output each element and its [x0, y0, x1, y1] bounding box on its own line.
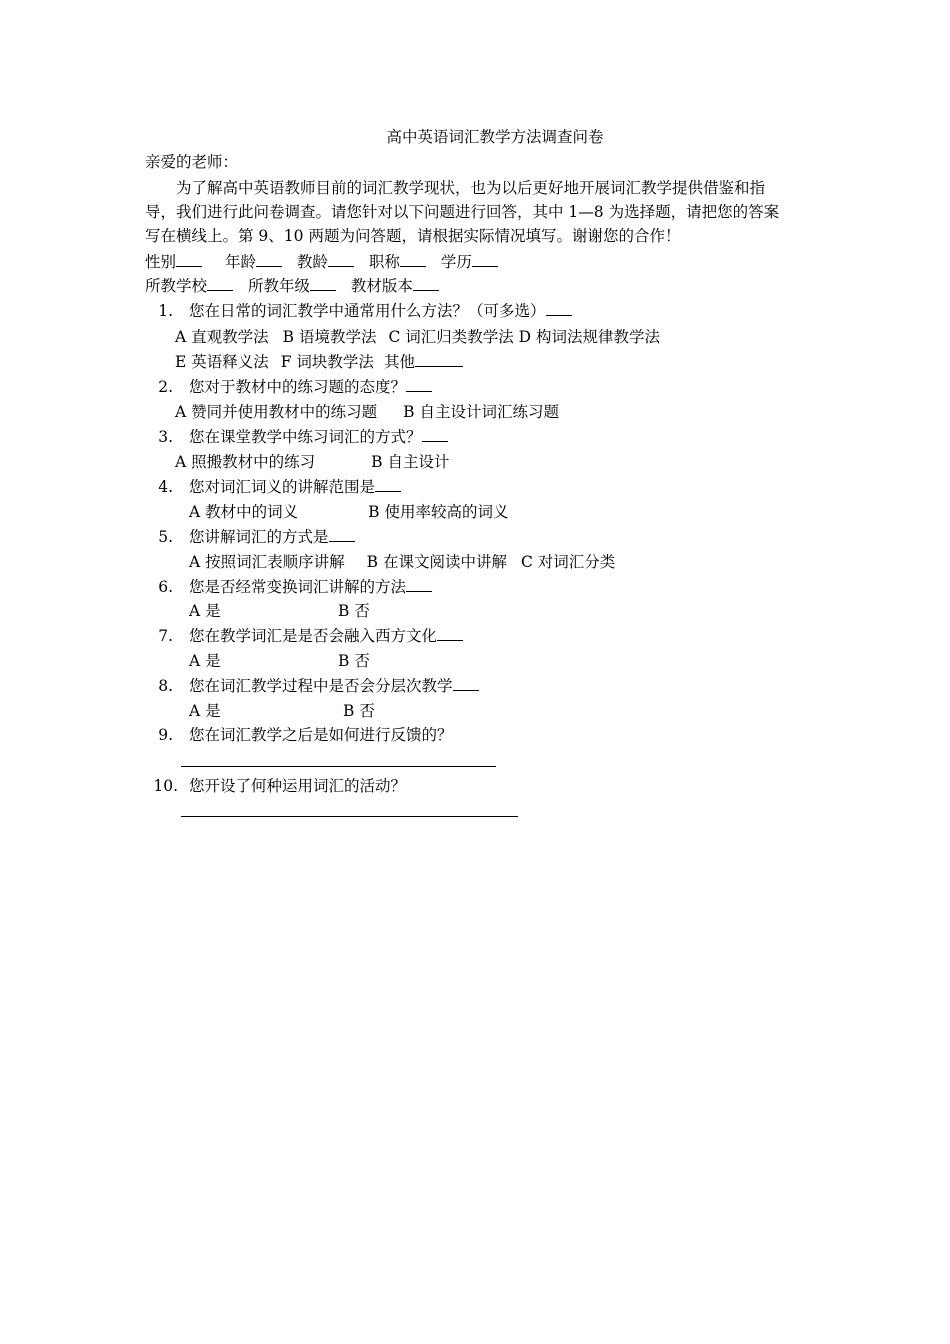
question-4-number: 4.: [158, 478, 173, 496]
title-blank[interactable]: [400, 252, 426, 267]
question-3-options: [175, 451, 449, 473]
question-5: [189, 526, 355, 548]
question-8-number: 8.: [158, 677, 173, 695]
q2-option-a: A 赞同并使用教材中的练习题: [175, 403, 378, 421]
question-1: [189, 300, 572, 322]
question-1-options: [175, 326, 660, 348]
question-10-text: 您开设了何种运用词汇的活动？: [189, 777, 407, 795]
q8-option-b: B 否: [343, 702, 375, 720]
gender-blank[interactable]: [176, 252, 202, 267]
q1-other-blank[interactable]: [415, 352, 463, 367]
question-7-number: 7.: [158, 627, 173, 645]
question-8: [189, 675, 479, 697]
q1-option-c-d: C 词汇归类教学法 D 构词法规律教学法: [388, 328, 661, 346]
question-1-options-2: [175, 351, 463, 373]
question-5-text: 您讲解词汇的方式是: [189, 528, 329, 546]
q1-option-a: A 直观教学法: [175, 328, 269, 346]
question-6-number: 6.: [158, 578, 173, 596]
question-1-text: 您在日常的词汇教学中通常用什么方法？（可多选）: [189, 302, 546, 320]
question-4-text: 您对词汇词义的讲解范围是: [189, 478, 376, 496]
q5-option-a: A 按照词汇表顺序讲解: [189, 553, 345, 571]
question-7-text: 您在教学词汇是是否会融入西方文化: [189, 627, 438, 645]
info-row-1: [145, 251, 498, 273]
q4-option-b: B 使用率较高的词义: [368, 503, 509, 521]
greeting: 亲爱的老师：: [145, 153, 239, 171]
textbook-label: 教材版本: [350, 277, 413, 295]
education-label: 学历: [440, 253, 472, 271]
question-3-text: 您在课堂教学中练习词汇的方式？: [189, 428, 422, 446]
q2-option-b: B 自主设计词汇练习题: [403, 403, 559, 421]
question-10-answer-line[interactable]: [181, 816, 518, 817]
question-8-blank[interactable]: [453, 676, 479, 691]
question-4: [189, 476, 401, 498]
age-blank[interactable]: [256, 252, 282, 267]
school-label: 所教学校: [145, 277, 208, 295]
teaching-years-blank[interactable]: [328, 252, 354, 267]
q3-option-b: B 自主设计: [371, 453, 450, 471]
q1-option-f: F 词块教学法: [280, 353, 374, 371]
question-6-blank[interactable]: [406, 577, 432, 592]
school-blank[interactable]: [207, 276, 233, 291]
teaching-years-label: 教龄: [296, 253, 328, 271]
question-9-answer-line[interactable]: [181, 766, 496, 767]
intro-line-1: 为了解高中英语教师目前的词汇教学现状，也为以后更好地开展词汇教学提供借鉴和指: [176, 179, 766, 197]
education-blank[interactable]: [472, 252, 498, 267]
question-5-blank[interactable]: [329, 527, 355, 542]
question-6-text: 您是否经常变换词汇讲解的方法: [189, 578, 407, 596]
question-6: [189, 576, 432, 598]
question-8-text: 您在词汇教学过程中是否会分层次教学: [189, 677, 453, 695]
q1-option-e: E 英语释义法: [175, 353, 269, 371]
intro-line-2: 导，我们进行此问卷调查。请您针对以下问题进行回答，其中 1—8 为选择题，请把您的答案: [145, 203, 780, 221]
intro-line-3: 写在横线上。第 9、10 两题为问答题，请根据实际情况填写。谢谢您的合作！: [145, 227, 681, 245]
question-2-options: [175, 401, 559, 423]
q6-option-a: A 是: [189, 602, 221, 620]
question-2-text: 您对于教材中的练习题的态度？: [189, 378, 407, 396]
q1-option-b: B 语境教学法: [282, 328, 377, 346]
question-3-blank[interactable]: [422, 427, 448, 442]
grade-blank[interactable]: [310, 276, 336, 291]
question-2-number: 2.: [158, 378, 173, 396]
q4-option-a: A 教材中的词义: [189, 503, 299, 521]
question-3: [189, 426, 448, 448]
question-5-number: 5.: [158, 528, 173, 546]
question-9-number: 9.: [158, 726, 173, 744]
q8-option-a: A 是: [189, 702, 221, 720]
age-label: 年龄: [224, 253, 256, 271]
question-5-options: [189, 551, 615, 573]
page-title: 高中英语词汇教学方法调查问卷: [386, 128, 604, 146]
question-2-blank[interactable]: [406, 377, 432, 392]
q7-option-b: B 否: [338, 652, 370, 670]
q5-option-b: B 在课文阅读中讲解: [366, 553, 507, 571]
question-2: [189, 376, 432, 398]
title-label: 职称: [368, 253, 400, 271]
q1-option-other: 其他: [383, 353, 415, 371]
question-10-number: 10.: [153, 777, 178, 795]
textbook-blank[interactable]: [413, 276, 439, 291]
question-3-number: 3.: [158, 428, 173, 446]
question-9-text: 您在词汇教学之后是如何进行反馈的？: [189, 726, 453, 744]
grade-label: 所教年级: [247, 277, 310, 295]
gender-label: 性别: [145, 253, 177, 271]
question-1-number: 1.: [158, 302, 173, 320]
question-7: [189, 625, 463, 647]
info-row-2: [145, 275, 439, 297]
q5-option-c: C 对词汇分类: [520, 553, 616, 571]
q6-option-b: B 否: [338, 602, 370, 620]
question-1-blank[interactable]: [546, 301, 572, 316]
q7-option-a: A 是: [189, 652, 221, 670]
question-4-options: [189, 501, 508, 523]
question-7-blank[interactable]: [437, 626, 463, 641]
question-4-blank[interactable]: [375, 477, 401, 492]
q3-option-a: A 照搬教材中的练习: [175, 453, 316, 471]
